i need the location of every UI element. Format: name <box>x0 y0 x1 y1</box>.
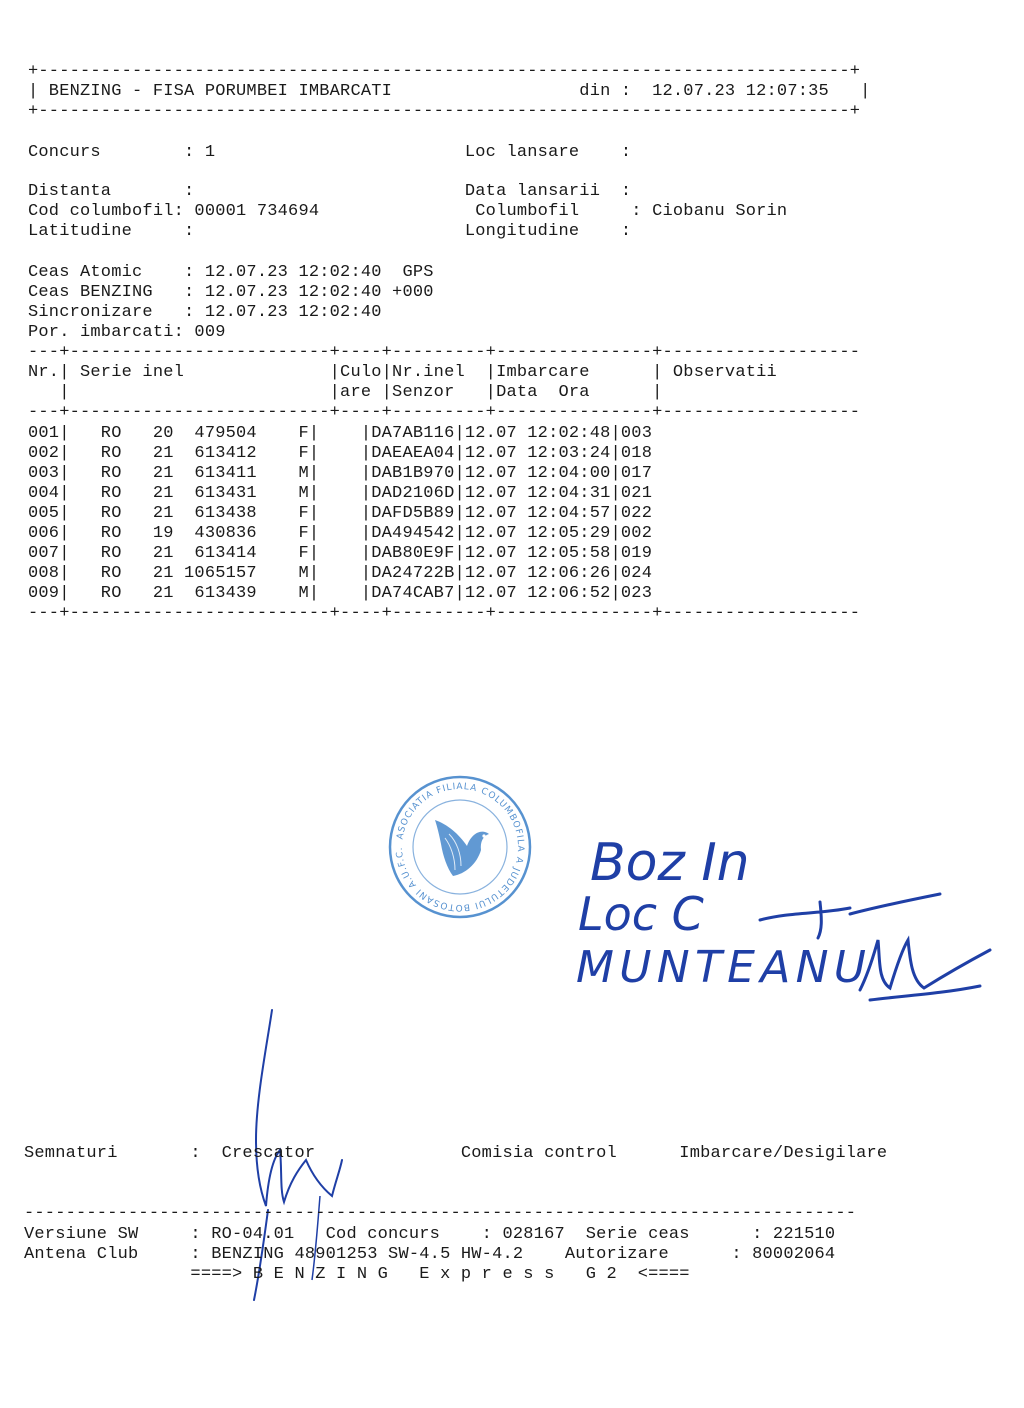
svg-text:ASOCIATIA FILIALA COLUMBOFILA: ASOCIATIA FILIALA COLUMBOFILA A JUDETULUI BOTOSANI A.U.F.C.R. CIF 47102082 <box>381 765 526 913</box>
ceas-atomic-line: Ceas Atomic : 12.07.23 12:02:40 GPS <box>28 263 434 282</box>
table-row: 008| RO 21 1065157 M| |DA24722B|12.07 12:06:26|024 <box>28 564 653 583</box>
table-row: 009| RO 21 613439 M| |DA74CAB7|12.07 12:06:52|023 <box>28 584 653 603</box>
table-row: 005| RO 21 613438 F| |DAFD5B89|12.07 12:04:57|022 <box>28 504 653 523</box>
handwriting-line-1: Boz In <box>590 833 750 893</box>
table-header-row-1: Nr.| Serie inel |Culo|Nr.inel |Imbarcare | Observatii <box>28 363 777 382</box>
signatures-line: Semnaturi : Crescator Comisia control Imbarcare/Desigilare <box>24 1144 888 1163</box>
table-rule-bottom: ---+-------------------------+----+---------+---------------+------------------- <box>28 604 861 623</box>
table-row: 002| RO 21 613412 F| |DAEAEA04|12.07 12:03:24|018 <box>28 444 653 463</box>
distanta-line: Distanta : Data lansarii : <box>28 182 632 201</box>
table-row: 001| RO 20 479504 F| |DA7AB116|12.07 12:02:48|003 <box>28 424 653 443</box>
handwriting-line-3: MUNTEANU <box>576 942 866 993</box>
sincronizare-line: Sincronizare : 12.07.23 12:02:40 <box>28 303 382 322</box>
handwriting-line-2: Loc C <box>578 887 704 941</box>
por-imbarcati-line: Por. imbarcati: 009 <box>28 323 226 342</box>
table-row: 004| RO 21 613431 M| |DAD2106D|12.07 12:04:31|021 <box>28 484 653 503</box>
handwritten-note <box>560 810 1010 1020</box>
footer-rule: -------------------------------------------------------------------------------- <box>24 1204 857 1223</box>
header-title-line: | BENZING - FISA PORUMBEI IMBARCATI din : 12.07.23 12:07:35 | <box>28 82 871 101</box>
table-rule-top: ---+-------------------------+----+---------+---------------+------------------- <box>28 343 861 362</box>
latitudine-line: Latitudine : Longitudine : <box>28 222 632 241</box>
benzing-express-line: ====> B E N Z I N G E x p r e s s G 2 <==== <box>24 1265 690 1284</box>
header-top-border: +------------------------------------------------------------------------------+ <box>28 62 861 81</box>
table-rule-mid: ---+-------------------------+----+---------+---------------+------------------- <box>28 403 861 422</box>
table-row: 006| RO 19 430836 F| |DA494542|12.07 12:05:29|002 <box>28 524 653 543</box>
cod-columbofil-line: Cod columbofil: 00001 734694 Columbofil : Ciobanu Sorin <box>28 202 788 221</box>
header-bottom-border: +------------------------------------------------------------------------------+ <box>28 102 861 121</box>
versiune-sw-line: Versiune SW : RO-04.01 Cod concurs : 028167 Serie ceas : 221510 <box>24 1225 836 1244</box>
table-header-row-2: | |are |Senzor |Data Ora | <box>28 383 663 402</box>
club-stamp <box>381 765 535 922</box>
ceas-benzing-line: Ceas BENZING : 12.07.23 12:02:40 +000 <box>28 283 434 302</box>
table-row: 007| RO 21 613414 F| |DAB80E9F|12.07 12:05:58|019 <box>28 544 653 563</box>
concurs-line: Concurs : 1 Loc lansare : <box>28 143 632 162</box>
antena-club-line: Antena Club : BENZING 48901253 SW-4.5 HW-4.2 Autorizare : 80002064 <box>24 1245 836 1264</box>
table-row: 003| RO 21 613411 M| |DAB1B970|12.07 12:04:00|017 <box>28 464 653 483</box>
